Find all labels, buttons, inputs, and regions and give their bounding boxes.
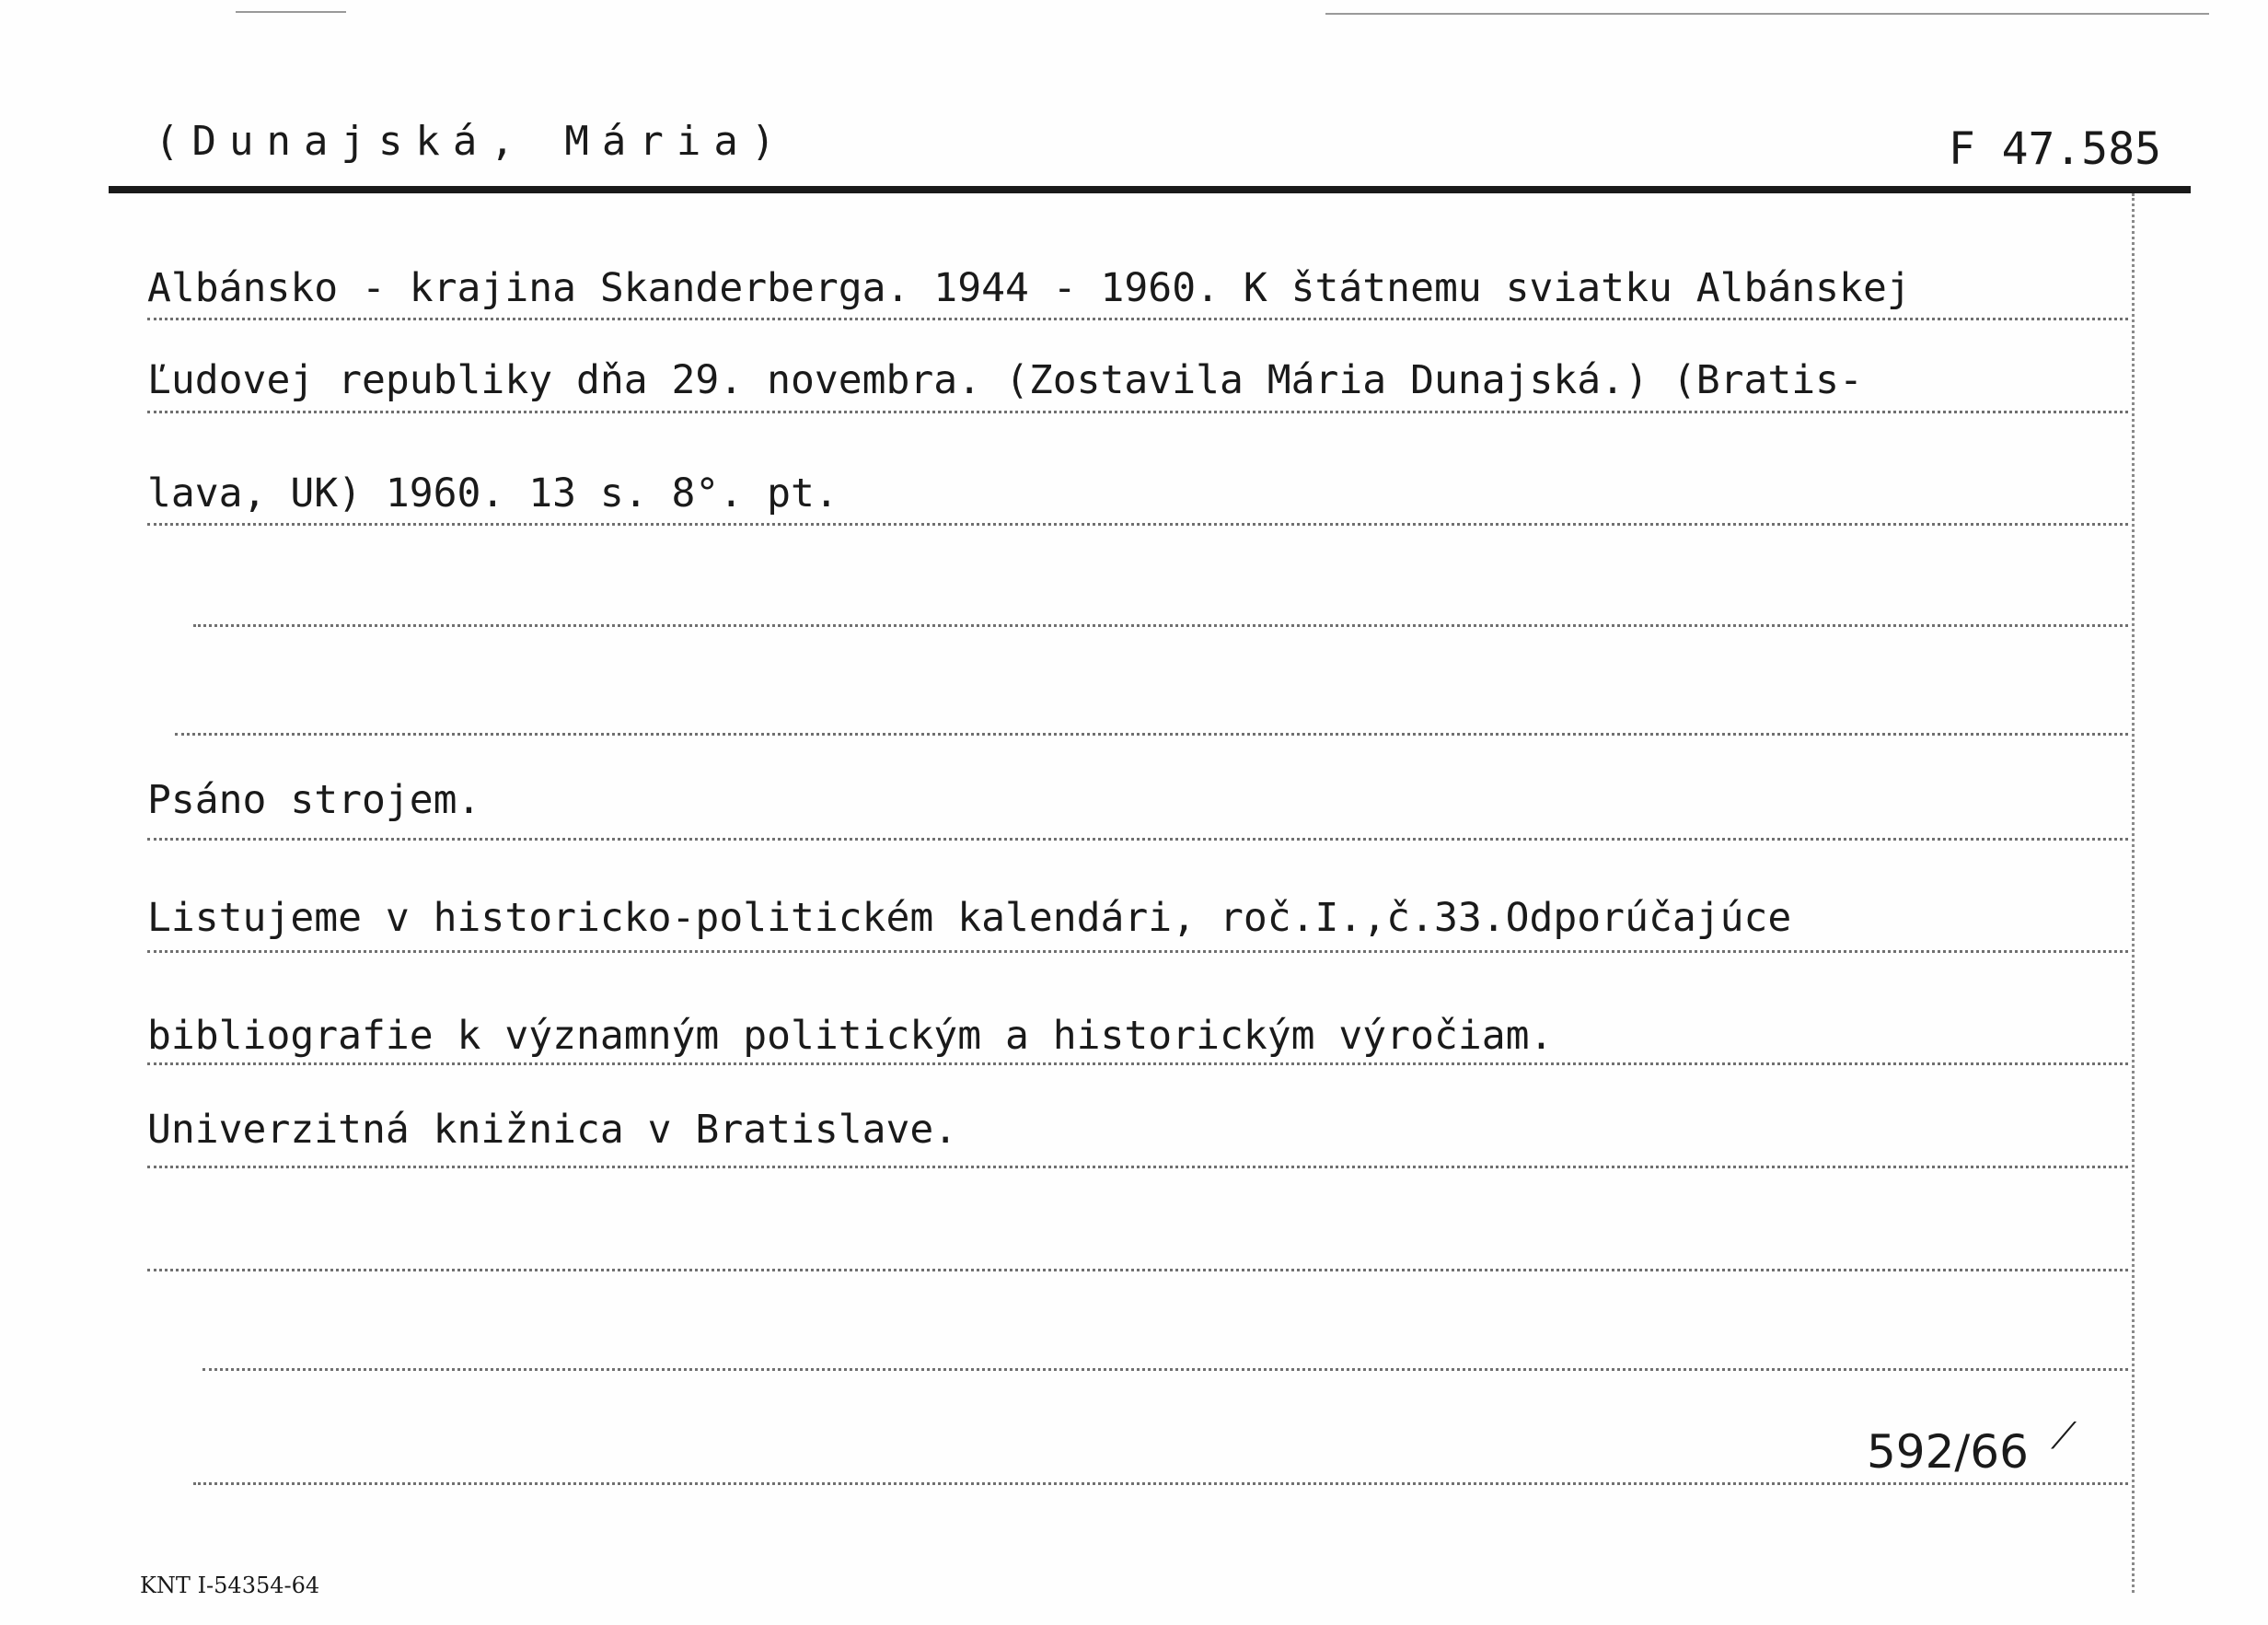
- accession-number: 592/66: [1867, 1425, 2029, 1479]
- ruled-line: [147, 950, 2128, 953]
- ruled-line: [202, 1368, 2128, 1371]
- ruled-line: [147, 1062, 2128, 1065]
- title-line-1: Albánsko - krajina Skanderberga. 1944 - 1960. K štátnemu sviatku Albánskej: [147, 265, 1911, 311]
- series-line-2: bibliografie k významným politickým a historickým výročiam.: [147, 1013, 1554, 1059]
- heading-row: [155, 109, 2161, 182]
- card-margin-line: [2132, 193, 2135, 1593]
- ruled-line: [147, 523, 2128, 526]
- ruled-line: [147, 1269, 2128, 1271]
- ruled-line: [147, 411, 2128, 413]
- heading-rule: [109, 186, 2191, 193]
- ruled-line: [175, 733, 2128, 736]
- ruled-line: [193, 624, 2128, 627]
- institution: Univerzitná knižnica v Bratislave.: [147, 1107, 958, 1153]
- title-line-3: lava, UK) 1960. 13 s. 8°. pt.: [147, 470, 839, 517]
- ruled-line: [147, 318, 2128, 320]
- ruled-line: [193, 1482, 2128, 1485]
- printer-mark: KNT I-54354-64: [140, 1573, 320, 1598]
- scan-artifact: [236, 11, 346, 13]
- ruled-line: [147, 1166, 2128, 1168]
- title-line-2: Ľudovej republiky dňa 29. novembra. (Zostavila Mária Dunajská.) (Bratis-: [147, 357, 1863, 403]
- author-heading: (Dunajská, Mária): [155, 118, 789, 165]
- series-line-1: Listujeme v historicko-politickém kalendári, roč.I.,č.33.Odporúčajúce: [147, 895, 1792, 941]
- call-number: F 47.585: [1948, 123, 2161, 175]
- check-mark-icon: ⟋: [2051, 1415, 2077, 1457]
- ruled-line: [147, 838, 2128, 841]
- typed-note: Psáno strojem.: [147, 777, 481, 823]
- scan-artifact: [1325, 13, 2209, 15]
